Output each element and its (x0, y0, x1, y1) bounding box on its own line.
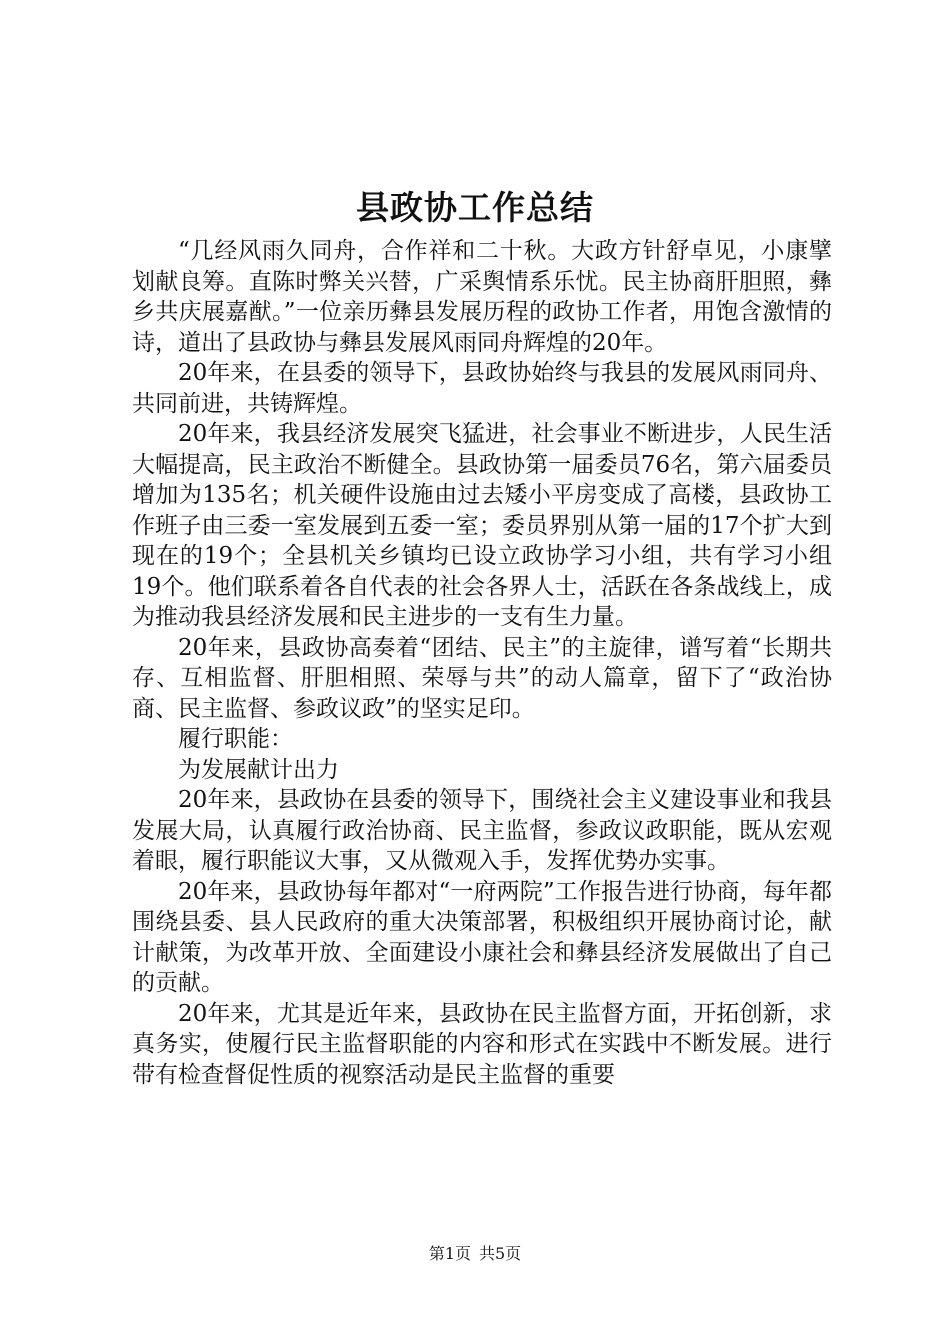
page-number: 第1页 (428, 1244, 471, 1263)
paragraph: 20年来，县政协高奏着“团结、民主”的主旋律，谱写着“长期共存、互相监督、肝胆相照、荣辱与共”的动人篇章，留下了“政治协商、民主监督、参政议政”的坚实足印。 (132, 634, 832, 722)
section-heading: 为发展献计出力 (178, 756, 339, 783)
page-footer (0, 1243, 950, 1265)
section-label: 履行职能： (178, 726, 293, 752)
paragraph: 20年来，尤其是近年来，县政协在民主监督方面，开拓创新，求真务实，使履行民主监督职能的内容和形式在实践中不断发展。进行带有检查督促性质的视察活动是民主监督的重要 (132, 1000, 832, 1088)
page-total: 共5页 (479, 1244, 522, 1263)
document-body (132, 236, 832, 1090)
page-title: 县政协工作总结 (356, 188, 594, 227)
paragraph: 20年来，县政协每年都对“一府两院”工作报告进行协商，每年都围绕县委、县人民政府的重大决策部署，积极组织开展协商讨论，献计献策，为改革开放、全面建设小康社会和彝县经济发展做出了自己的贡献。 (132, 878, 832, 996)
paragraph: 20年来，县政协在县委的领导下，围绕社会主义建设事业和我县发展大局，认真履行政治协商、民主监督，参政议政职能，既从宏观着眼，履行职能议大事，又从微观入手，发挥优势办实事。 (132, 787, 832, 874)
paragraph: 20年来，我县经济发展突飞猛进，社会事业不断进步，人民生活大幅提高，民主政治不断健全。县政协第一届委员76名，第六届委员增加为135名；机关硬件设施由过去矮小平房变成了高楼，县政协工作班子由三委一室发展到五委一室；委员界别从第一届的17个扩大到现在的19个；全县机关乡镇均已设立政协学习小组，共有学习小组19个。他们联系着各自代表的社会各界人士，活跃在各条战线上，成为推动我县经济发展和民主进步的一支有生力量。 (132, 421, 832, 630)
paragraph: 20年来，在县委的领导下，县政协始终与我县的发展风雨同舟、共同前进，共铸辉煌。 (132, 360, 832, 417)
paragraph: “几经风雨久同舟，合作祥和二十秋。大政方针舒卓见，小康擘划献良筹。直陈时弊关兴替，广采舆情系乐忧。民主协商肝胆照，彝乡共庆展嘉猷。”一位亲历彝县发展历程的政协工作者，用饱含激情的诗，道出了县政协与彝县发展风雨同舟辉煌的20年。 (132, 238, 832, 356)
